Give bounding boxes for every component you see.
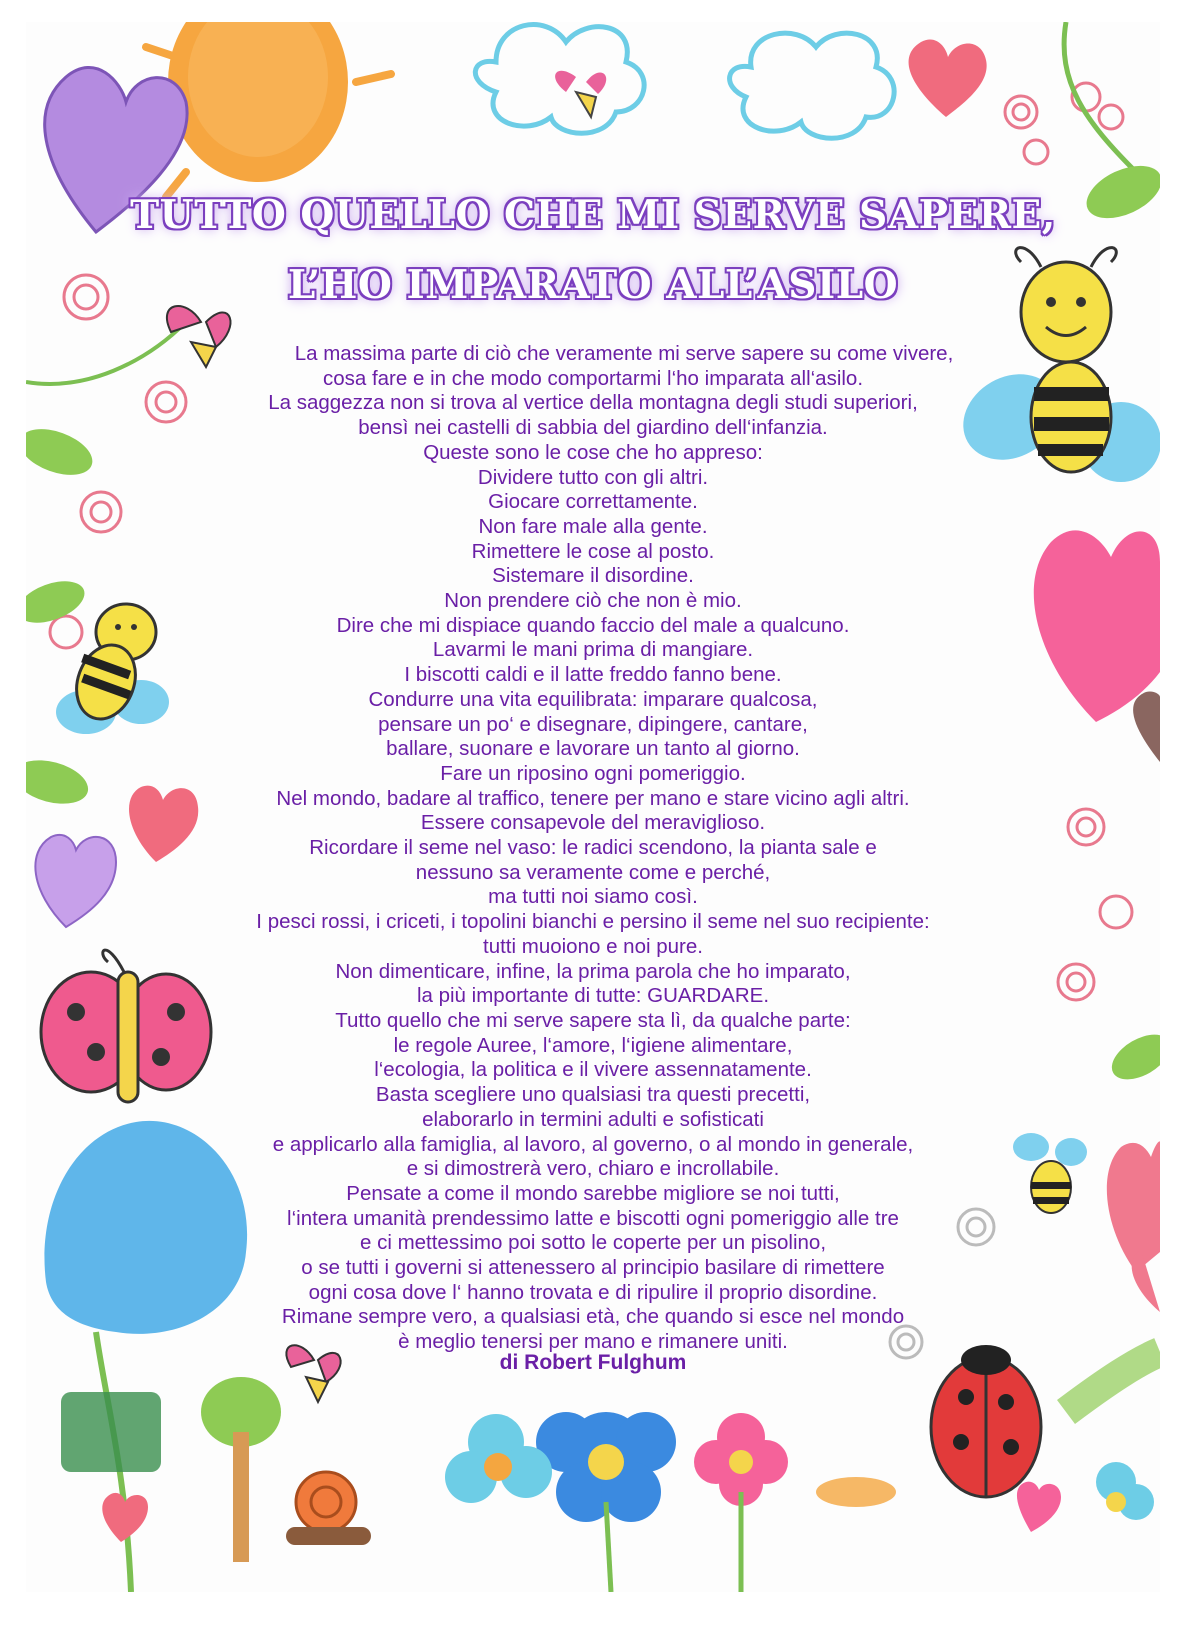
flower-drawing [1096,1462,1154,1520]
poster-page [26,22,1160,1592]
poem-line: la più importante di tutte: GUARDARE. [416,984,770,1008]
poem-line: I pesci rossi, i criceti, i topolini bianchi e persino il seme nel suo recipiente: [256,910,930,934]
poem-line: pensare un po‘ e disegnare, dipingere, cantare, [378,712,808,736]
poem-line: Non dimenticare, infine, la prima parola che ho imparato, [335,959,851,983]
poem-line: Pensate a come il mondo sarebbe migliore se noi tutti, [346,1181,840,1205]
poem-line: ballare, suonare e lavorare un tanto al giorno. [386,737,800,761]
title-line-1: TUTTO QUELLO CHE MI SERVE SAPERE, [130,192,1056,238]
leaf-drawing [61,1392,161,1472]
pink-heart-drawing [1034,530,1160,722]
flower-drawing [445,1414,552,1503]
poem-line: Nel mondo, badare al traffico, tenere per mano e stare vicino agli altri. [276,786,910,810]
flower-bud-drawing [1058,809,1132,1000]
poem-line: cosa fare e in che modo comportarmi l‘ho imparata all‘asilo. [322,366,864,390]
snail-drawing [286,1472,371,1545]
poem-line: Giocare correttamente. [488,490,698,514]
poem-line: e ci mettessimo poi sotto le coperte per un pisolino, [359,1231,827,1255]
poem-line: Rimettere le cose al posto. [471,539,715,563]
poem-line: Rimane sempre vero, a qualsiasi età, che quando si esce nel mondo [281,1305,905,1329]
poem-line: tutti muoiono e noi pure. [483,934,703,958]
tree-drawing [201,1377,281,1562]
poem-line: Queste sono le cose che ho appreso: [423,440,763,464]
poem-line: Essere consapevole del meraviglioso. [420,811,766,835]
poem-line: elaborarlo in termini adulti e sofisticati [422,1107,764,1131]
purple-heart-drawing [35,835,116,927]
poem-line: Non fare male alla gente. [478,514,708,538]
poem-body [156,342,1030,1355]
poem-line: Condurre una vita equilibrata: imparare qualcosa, [368,687,818,711]
poem-line: ogni cosa dove l‘ hanno trovata e di ripulire il proprio disordine. [308,1280,878,1304]
poem-line: ma tutti noi siamo così. [488,885,698,909]
poem-line: Basta scegliere uno qualsiasi tra questi precetti, [375,1083,811,1107]
butterfly-drawing [555,71,606,117]
poem-line: Sistemare il disordine. [492,564,694,588]
poem-line: Lavarmi le mani prima di mangiare. [432,638,754,662]
poem-line: Tutto quello che mi serve sapere sta lì, da qualche parte: [335,1008,851,1032]
poem-line: nessuno sa veramente come e perché, [415,860,771,884]
red-heart-drawing [1107,1141,1160,1272]
author-signature: di Robert Fulghum [499,1351,687,1374]
poem-line: Dire che mi dispiace quando faccio del male a qualcuno. [336,613,850,637]
red-heart-drawing [909,40,987,117]
poem-line: Fare un riposino ogni pomeriggio. [440,761,746,785]
poem-line: e si dimostrerà vero, chiaro e incrollabile. [406,1157,780,1181]
poem-line: l‘ecologia, la politica e il vivere assennatamente. [374,1058,812,1082]
bee-drawing [56,604,169,734]
flower-bud-drawing [1005,83,1123,164]
title-line-2: L’HO IMPARATO ALL’ASILO [287,262,899,308]
cloud-drawing [475,25,894,139]
poem-line: l‘intera umanità prendessimo latte e biscotti ogni pomeriggio alle tre [287,1206,899,1230]
leaf-drawing [26,420,99,484]
poem-line: La massima parte di ciò che veramente mi serve sapere su come vivere, [294,342,954,365]
poem-line: I biscotti caldi e il latte freddo fanno bene. [404,663,782,687]
poem-line: La saggezza non si trova al vertice della montagna degli studi superiori, [268,391,918,415]
poem-line: bensì nei castelli di sabbia del giardino dell‘infanzia. [358,416,828,440]
poem-line: le regole Auree, l‘amore, l‘igiene alimentare, [393,1033,793,1057]
poem-line: Dividere tutto con gli altri. [477,465,709,489]
poem-line: e applicarlo alla famiglia, al lavoro, al governo, o al mondo in generale, [272,1132,914,1156]
poem-line: è meglio tenersi per mano e rimanere uniti. [398,1330,788,1354]
poem-line: Ricordare il seme nel vaso: le radici scendono, la pianta sale e [309,836,877,860]
poem-line: o se tutti i governi si attenessero al principio basilare di rimettere [301,1256,885,1280]
poem-line: Non prendere ciò che non è mio. [444,589,742,613]
